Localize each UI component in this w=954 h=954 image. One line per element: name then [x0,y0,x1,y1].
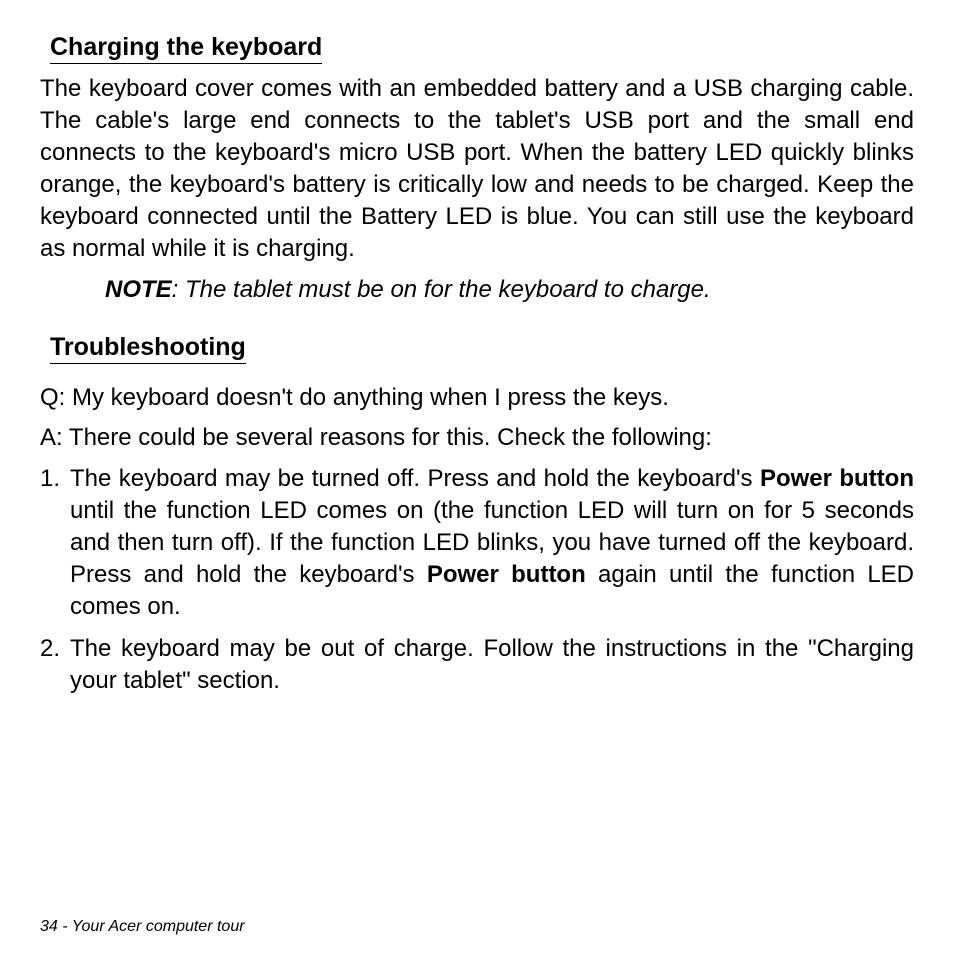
list-item-text: The keyboard may be out of charge. Follow the instructions in the "Charging your tablet" section. [70,635,914,694]
power-button-term: Power button [426,561,586,588]
list-item-2 [40,633,914,697]
list-text-segment: The keyboard may be turned off. Press and hold the keyboard's [70,465,760,492]
note-label: NOTE [105,276,172,303]
section-heading-troubleshooting: Troubleshooting [50,332,246,364]
charging-note [105,274,711,306]
list-number: 2. [40,635,61,662]
charging-body-paragraph: The keyboard cover comes with an embedded battery and a USB charging cable. The cable's large end connects to the tablet's USB port and the small end connects to the keyboard's micro USB port. When the battery LED quickly blinks orange, the keyboard's battery is critically low and needs to be charged. Keep the keyboard connected until the Battery LED is blue. You can still use the keyboard as normal while it is charging. [40,75,914,262]
troubleshooting-question: Q: My keyboard doesn't do anything when I press the keys. [40,384,669,411]
list-item-text [70,463,914,623]
list-number: 1. [40,465,61,492]
list-text-segment: until the function LED comes on (the function LED will turn on for 5 seconds and then turn off). If the function LED blinks, you have turned off the keyboard. Press and hold the keyboard's [70,497,914,588]
section-heading-charging: Charging the keyboard [50,32,322,64]
list-text-segment: again until the function LED comes on. [70,561,915,620]
power-button-term: Power button [759,465,914,492]
page-footer: 34 - Your Acer computer tour [40,918,245,935]
note-text: : The tablet must be on for the keyboard to charge. [171,276,711,303]
troubleshooting-answer: A: There could be several reasons for this. Check the following: [40,424,712,451]
list-item-1 [40,463,914,623]
